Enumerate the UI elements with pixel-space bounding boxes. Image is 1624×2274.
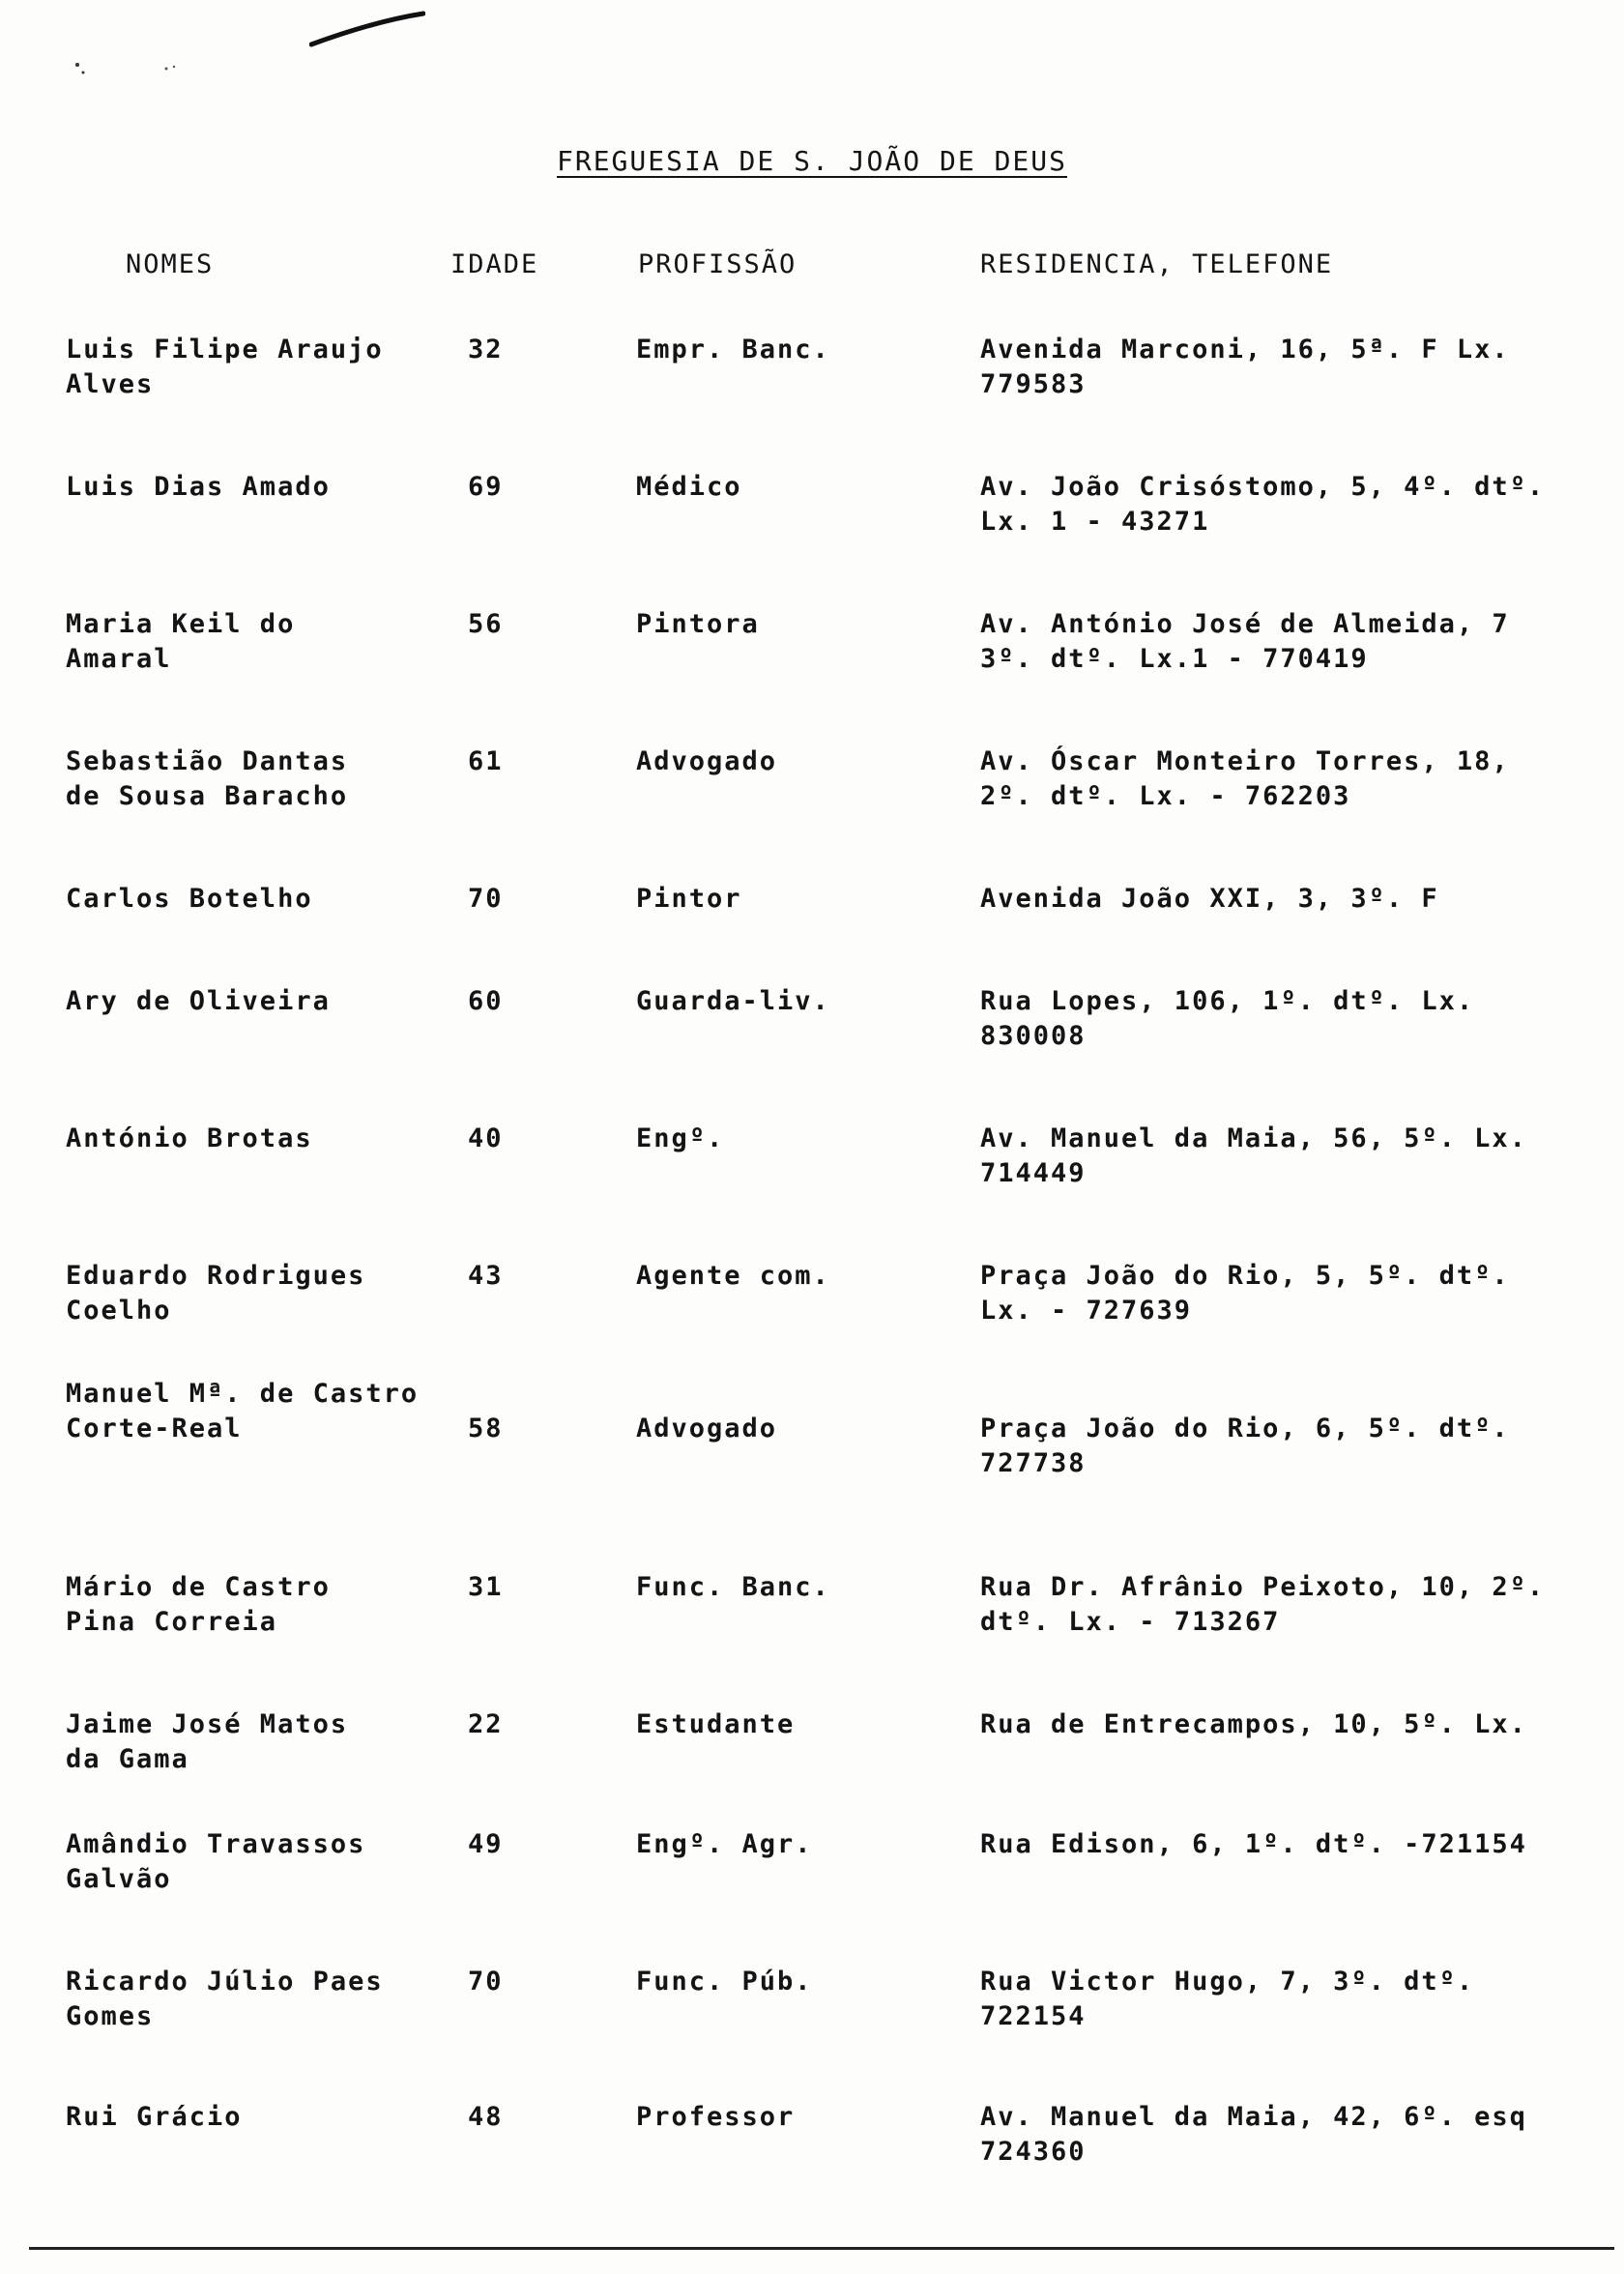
table-row: [0, 470, 1624, 547]
person-profession: Médico: [636, 472, 742, 502]
person-name: Jaime José Matos da Gama: [66, 1709, 349, 1774]
table-row: [0, 744, 1624, 822]
person-name: Maria Keil do Amaral: [66, 609, 296, 674]
person-profession: Advogado: [636, 746, 778, 776]
person-profession: Estudante: [636, 1709, 796, 1739]
table-row: [0, 1965, 1624, 2042]
table-row: [0, 1570, 1624, 1647]
person-residence: Avenida Marconi, 16, 5ª. F Lx. 779583: [980, 335, 1510, 399]
table-row: [0, 882, 1624, 959]
person-residence: Praça João do Rio, 5, 5º. dtº. Lx. - 727639: [980, 1261, 1510, 1326]
person-profession: Advogado: [636, 1414, 778, 1443]
person-profession: Engº. Agr.: [636, 1829, 813, 1859]
person-age: 56: [468, 609, 504, 639]
person-residence: Av. Manuel da Maia, 42, 6º. esq 724360: [980, 2102, 1527, 2167]
bottom-rule: [29, 2247, 1614, 2250]
person-residence: Rua Lopes, 106, 1º. dtº. Lx. 830008: [980, 986, 1475, 1051]
person-profession: Func. Púb.: [636, 1967, 813, 1997]
person-residence: Avenida João XXI, 3, 3º. F: [980, 884, 1439, 914]
table-row: [0, 1707, 1624, 1785]
table-row: [0, 2100, 1624, 2177]
table-row: [0, 1122, 1624, 1199]
person-profession: Pintora: [636, 609, 760, 639]
person-name: Eduardo Rodrigues Coelho: [66, 1261, 366, 1326]
table-row: [0, 1827, 1624, 1905]
person-residence: Praça João do Rio, 6, 5º. dtº. 727738: [980, 1414, 1510, 1478]
person-profession: Agente com.: [636, 1261, 830, 1291]
person-name: Mário de Castro Pina Correia: [66, 1572, 331, 1637]
person-residence: Rua Edison, 6, 1º. dtº. -721154: [980, 1829, 1527, 1859]
person-residence: Av. João Crisóstomo, 5, 4º. dtº. Lx. 1 - 43271: [980, 472, 1546, 537]
person-age: 60: [468, 986, 504, 1016]
person-name: Manuel Mª. de Castro Corte-Real: [66, 1379, 420, 1443]
table-row: [0, 984, 1624, 1062]
person-profession: Guarda-liv.: [636, 986, 830, 1016]
person-name: Ary de Oliveira: [66, 986, 331, 1016]
person-name: António Brotas: [66, 1123, 313, 1153]
person-age: 31: [468, 1572, 504, 1602]
person-residence: Av. Óscar Monteiro Torres, 18, 2º. dtº. Lx. - 762203: [980, 746, 1510, 811]
table-row: [0, 607, 1624, 685]
person-age: 22: [468, 1709, 504, 1739]
table-row: [0, 1259, 1624, 1336]
person-age: 69: [468, 472, 504, 502]
person-name: Luis Dias Amado: [66, 472, 331, 502]
person-profession: Engº.: [636, 1123, 725, 1153]
person-age: 61: [468, 746, 504, 776]
person-residence: Rua Dr. Afrânio Peixoto, 10, 2º. dtº. Lx. - 713267: [980, 1572, 1546, 1637]
table-row: [0, 333, 1624, 410]
person-name: Luis Filipe Araujo Alves: [66, 335, 384, 399]
person-name: Ricardo Júlio Paes Gomes: [66, 1967, 384, 2031]
header-age: IDADE: [450, 249, 539, 279]
person-name: Rui Grácio: [66, 2102, 243, 2132]
person-age: 43: [468, 1261, 504, 1291]
person-profession: Empr. Banc.: [636, 335, 830, 364]
person-age: 49: [468, 1829, 504, 1859]
person-name: Amândio Travassos Galvão: [66, 1829, 366, 1894]
ink-specks: [58, 53, 193, 82]
table-row: [0, 1379, 1624, 1478]
person-age: 58: [468, 1414, 504, 1443]
person-profession: Professor: [636, 2102, 796, 2132]
person-residence: Av. Manuel da Maia, 56, 5º. Lx. 714449: [980, 1123, 1527, 1188]
person-residence: Av. António José de Almeida, 7 3º. dtº. Lx.1 - 770419: [980, 609, 1510, 674]
person-age: 70: [468, 1967, 504, 1997]
pen-stroke-mark: [309, 10, 425, 48]
header-names: NOMES: [126, 249, 215, 279]
person-residence: Rua Victor Hugo, 7, 3º. dtº. 722154: [980, 1967, 1475, 2031]
header-residence: RESIDENCIA, TELEFONE: [980, 249, 1334, 279]
person-profession: Func. Banc.: [636, 1572, 830, 1602]
person-residence: Rua de Entrecampos, 10, 5º. Lx.: [980, 1709, 1527, 1739]
header-profession: PROFISSÃO: [638, 249, 798, 279]
page-title-text: FREGUESIA DE S. JOÃO DE DEUS: [556, 145, 1067, 177]
person-age: 32: [468, 335, 504, 364]
person-name: Sebastião Dantas de Sousa Baracho: [66, 746, 349, 811]
page-title: [0, 145, 1624, 177]
person-name: Carlos Botelho: [66, 884, 313, 914]
person-age: 48: [468, 2102, 504, 2132]
person-profession: Pintor: [636, 884, 742, 914]
person-age: 70: [468, 884, 504, 914]
person-age: 40: [468, 1123, 504, 1153]
